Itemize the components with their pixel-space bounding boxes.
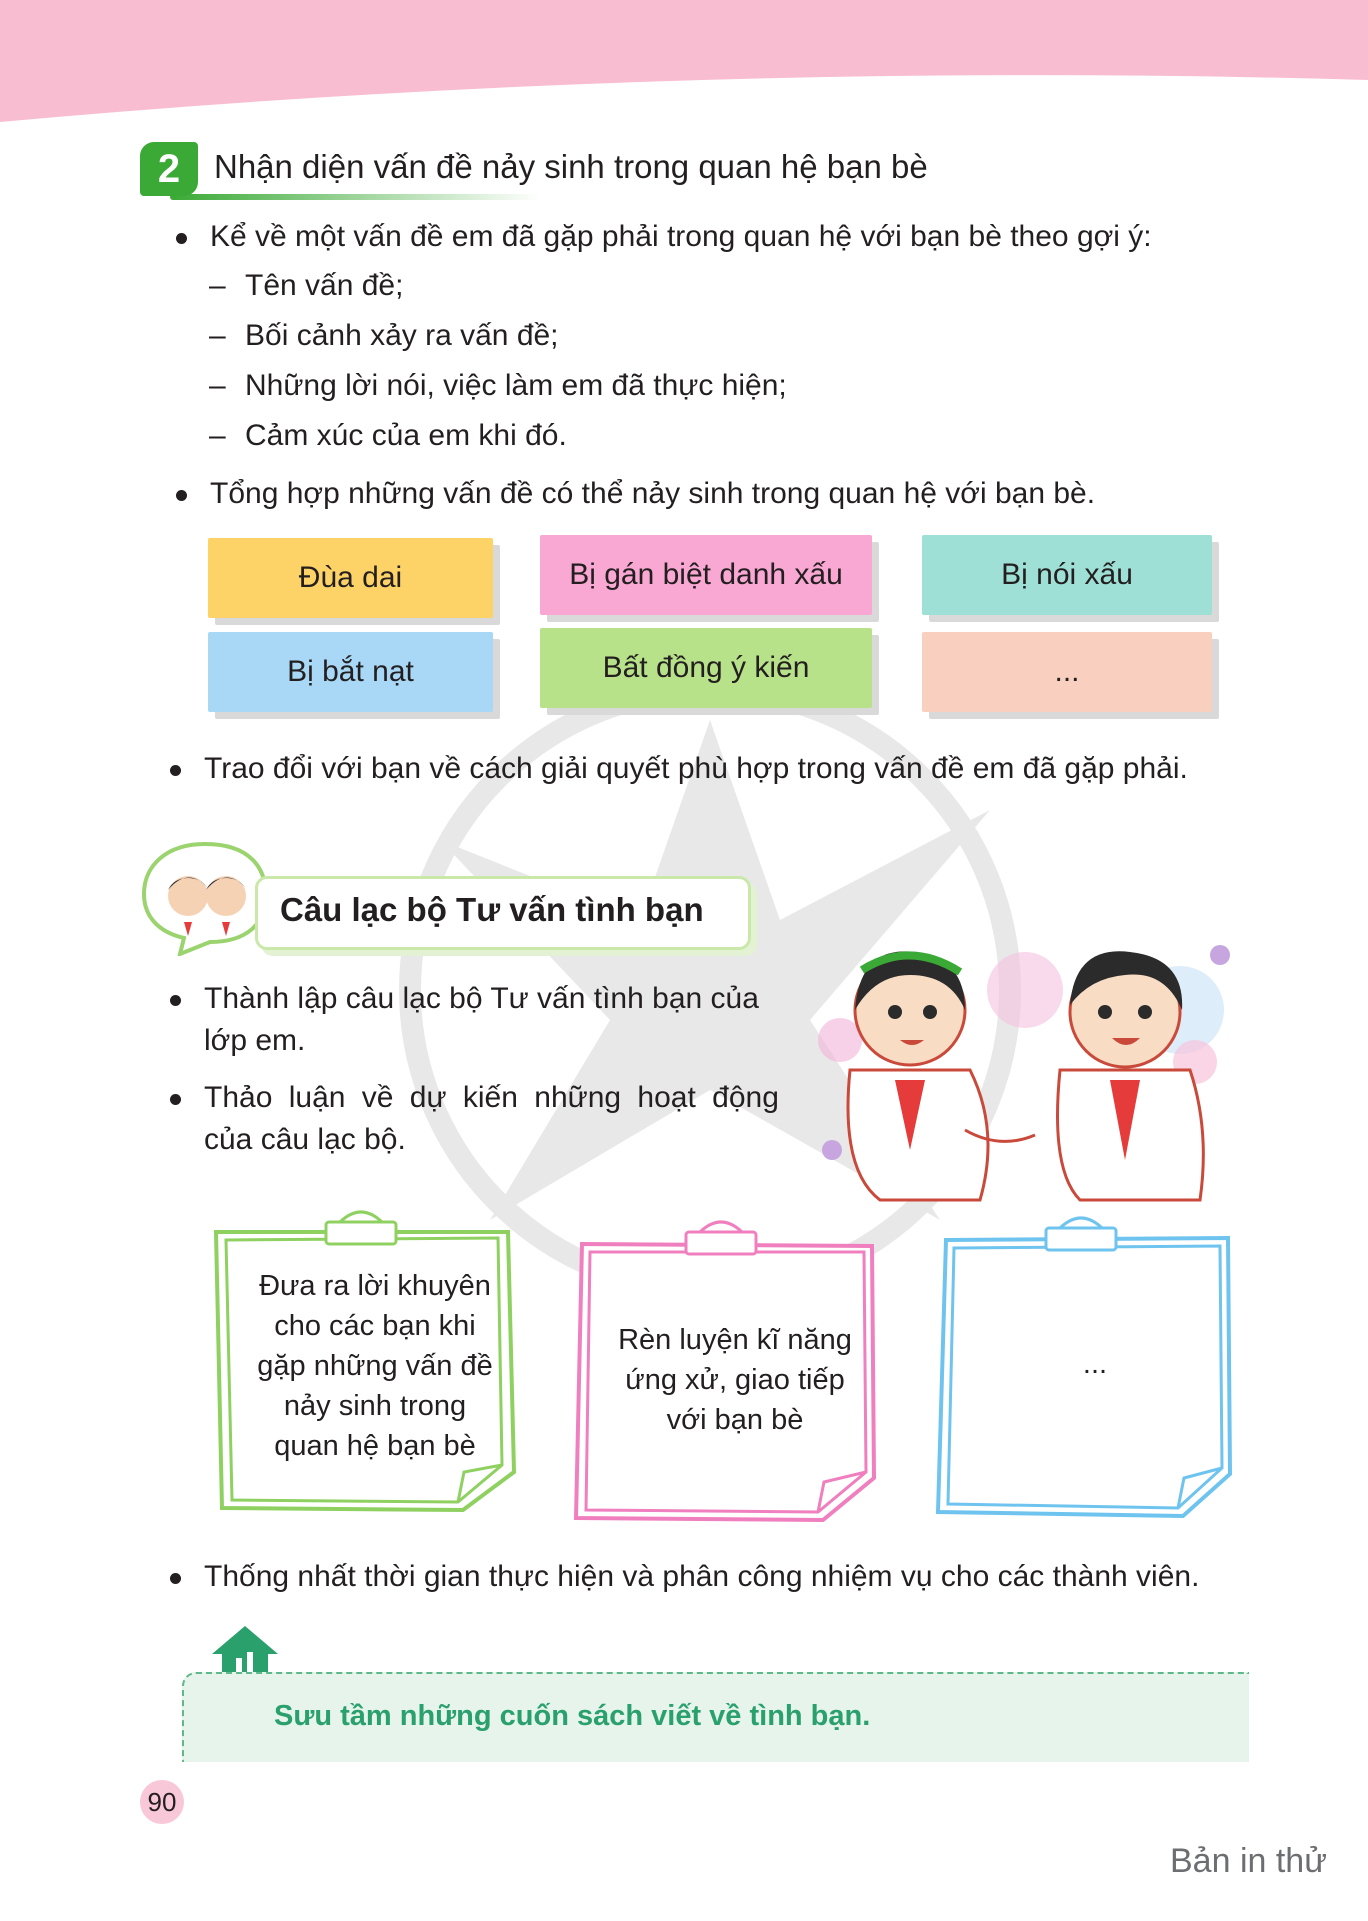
note-text-more bbox=[950, 1344, 1240, 1384]
homework-box bbox=[182, 1672, 1249, 1762]
bullet-discuss-activities bbox=[204, 1079, 779, 1159]
page-number: 90 bbox=[140, 1780, 184, 1824]
club-banner bbox=[140, 838, 760, 978]
problem-tag: Bị nói xấu bbox=[922, 535, 1212, 615]
top-pink-band bbox=[0, 0, 1368, 130]
bullet-assign-tasks: Thống nhất thời gian thực hiện và phân công nhiệm vụ cho các thành viên. bbox=[204, 1558, 1199, 1596]
hint-item: – Bối cảnh xảy ra vấn đề; bbox=[245, 317, 559, 355]
note-text-advice bbox=[230, 1266, 520, 1466]
note-line: Đưa ra lời khuyên bbox=[259, 1270, 491, 1302]
bullet-recount-problem: Kể về một vấn đề em đã gặp phải trong quan hệ với bạn bè theo gợi ý: bbox=[210, 218, 1152, 256]
bullet-establish-club bbox=[204, 980, 759, 1060]
note-line: quan hệ bạn bè bbox=[274, 1430, 476, 1462]
heading-underline bbox=[170, 194, 540, 200]
note-line: với bạn bè bbox=[666, 1404, 804, 1436]
problem-tag: Bị gán biệt danh xấu bbox=[540, 535, 872, 615]
homework-text: Sưu tầm những cuốn sách viết về tình bạn. bbox=[274, 1700, 871, 1732]
problem-tag: Bất đồng ý kiến bbox=[540, 628, 872, 708]
children-illustration bbox=[800, 930, 1240, 1210]
print-label: Bản in thử bbox=[1170, 1842, 1327, 1880]
club-title: Câu lạc bộ Tư vấn tình bạn bbox=[280, 891, 704, 928]
hint-item: – Cảm xúc của em khi đó. bbox=[245, 417, 567, 455]
bullet-summarize-problems: Tổng hợp những vấn đề có thể nảy sinh trong quan hệ với bạn bè. bbox=[210, 475, 1095, 513]
problem-tag: ... bbox=[922, 632, 1212, 712]
problem-tag: Đùa dai bbox=[208, 538, 493, 618]
text-line: của câu lạc bộ. bbox=[204, 1123, 406, 1156]
note-line: ... bbox=[1082, 1348, 1108, 1380]
hint-item: – Những lời nói, việc làm em đã thực hiện; bbox=[245, 367, 787, 405]
note-line: Rèn luyện kĩ năng bbox=[618, 1324, 852, 1356]
note-line: cho các bạn khi bbox=[274, 1310, 476, 1342]
hint-item: – Tên vấn đề; bbox=[245, 267, 403, 305]
text-line: Thành lập câu lạc bộ Tư vấn tình bạn của bbox=[204, 982, 759, 1015]
note-line: gặp những vấn đề bbox=[257, 1350, 493, 1382]
note-line: nảy sinh trong bbox=[283, 1390, 467, 1422]
text-line: Thảo luận về dự kiến những hoạt động bbox=[204, 1081, 779, 1114]
note-text-skills bbox=[590, 1320, 880, 1440]
kids-speech-bubble-icon bbox=[140, 838, 270, 956]
problem-tag: Bị bắt nạt bbox=[208, 632, 493, 712]
section-title: Nhận diện vấn đề nảy sinh trong quan hệ bạn bè bbox=[214, 148, 928, 185]
section-number-badge: 2 bbox=[140, 142, 198, 196]
bullet-discuss-solution: Trao đổi với bạn về cách giải quyết phù hợp trong vấn đề em đã gặp phải. bbox=[204, 750, 1188, 788]
section-2-heading bbox=[140, 142, 928, 202]
club-title-box bbox=[255, 876, 751, 950]
text-line: lớp em. bbox=[204, 1024, 306, 1057]
note-line: ứng xử, giao tiếp bbox=[625, 1364, 845, 1396]
